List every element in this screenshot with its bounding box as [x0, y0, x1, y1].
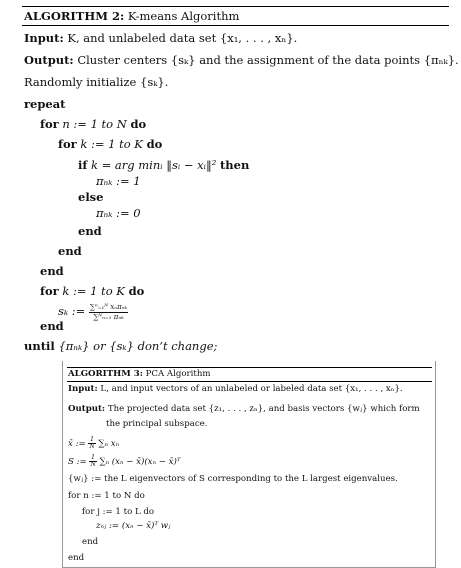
- pca-output-line: [68, 404, 420, 415]
- if-keyword: if: [78, 158, 88, 172]
- for-keyword: for: [40, 284, 59, 298]
- for-n-condition: n := 1 to N: [62, 117, 127, 131]
- mean-rhs: ∑ₙ xₙ: [98, 439, 120, 449]
- update-numerator: ∑ⁿ₌₁ᴺ xₙπₙₖ: [89, 302, 128, 311]
- output-text: Cluster centers {sₖ} and the assignment of the data points {πₙₖ}.: [77, 53, 459, 67]
- cov-lhs: S :=: [68, 457, 87, 467]
- assign-zero-line: πₙₖ := 0: [96, 206, 141, 220]
- covariance-line: [68, 455, 181, 469]
- for-k-condition: k := 1 to K: [62, 284, 125, 298]
- end-for-n: end: [40, 264, 64, 278]
- pca-input-text: L, and input vectors of an unlabeled or labeled data set {x₁, . . . , xₙ}.: [100, 384, 403, 394]
- update-center-line: [58, 299, 128, 323]
- input-line: [24, 31, 297, 45]
- if-condition: k = arg minᵢ ‖sᵢ − xᵢ‖²: [90, 158, 217, 172]
- pca-output-label: Output:: [68, 404, 106, 414]
- algorithm-3-label: ALGORITHM 3:: [68, 369, 143, 379]
- end-for-k: end: [58, 244, 82, 258]
- repeat-keyword: repeat: [24, 97, 66, 111]
- output-line: [24, 53, 459, 67]
- end-for-update: end: [40, 319, 64, 333]
- algorithm-2-name: K-means Algorithm: [127, 9, 240, 23]
- output-label: Output:: [24, 53, 74, 67]
- pca-for-n-line: for n := 1 to N do: [68, 491, 145, 501]
- else-keyword: else: [78, 190, 104, 204]
- for-k-update-line: [40, 284, 144, 298]
- pca-for-j-line: for j := 1 to L do: [82, 507, 155, 517]
- mean-lhs: x̄ :=: [68, 439, 86, 449]
- cov-frac-den: N: [90, 461, 96, 468]
- for-keyword: for: [40, 117, 59, 131]
- for-k-condition: k := 1 to K: [80, 137, 143, 151]
- do-keyword: do: [130, 117, 147, 131]
- pca-end-for-n: end: [68, 553, 85, 563]
- algorithm-2-label: ALGORITHM 2:: [24, 9, 125, 23]
- for-n-line: [40, 117, 146, 131]
- cov-rhs: ∑ₙ (xₙ − x̄)(xₙ − x̄)ᵀ: [99, 457, 181, 467]
- init-line: Randomly initialize {sₖ}.: [24, 75, 169, 89]
- projection-line: zₙⱼ := (xₙ − x̄)ᵀ wⱼ: [96, 521, 171, 531]
- assign-one-line: πₙₖ := 1: [96, 174, 141, 188]
- until-keyword: until: [24, 339, 55, 353]
- algorithm-2-header: [22, 6, 449, 26]
- then-keyword: then: [219, 158, 250, 172]
- pca-input-label: Input:: [68, 384, 98, 394]
- pca-output-text-1: The projected data set {z₁, . . . , zₙ}, and basis vectors {wⱼ} which form: [107, 404, 420, 414]
- pca-input-line: [68, 384, 403, 395]
- for-k-line: [58, 137, 162, 151]
- algorithm-2-kmeans: [22, 6, 459, 353]
- input-text: K, and unlabeled data set {x₁, . . . , xₙ}.: [67, 31, 298, 45]
- do-keyword: do: [146, 137, 163, 151]
- mean-fraction: [88, 437, 95, 450]
- input-label: Input:: [24, 31, 64, 45]
- mean-frac-den: N: [89, 443, 95, 450]
- eigen-line: {wⱼ} := the L eigenvectors of S corresponding to the L largest eigenvalues.: [68, 474, 398, 484]
- do-keyword: do: [128, 284, 145, 298]
- until-condition: {πₙₖ} or {sₖ} don’t change;: [58, 339, 218, 353]
- for-keyword: for: [58, 137, 77, 151]
- update-denominator: ∑ᴺₙ₌₁ πₙₖ: [93, 312, 124, 321]
- until-line: [24, 339, 217, 353]
- algorithm-3-pca: [62, 361, 436, 568]
- cov-frac-num: 1: [91, 454, 95, 461]
- algorithm-3-name: PCA Algorithm: [145, 369, 211, 379]
- algorithm-3-header: [67, 367, 432, 382]
- update-fraction: [89, 304, 128, 321]
- cov-fraction: [89, 455, 96, 468]
- end-if: end: [78, 224, 102, 238]
- pca-end-for-j: end: [82, 537, 99, 547]
- update-lhs: sₖ :=: [58, 304, 86, 318]
- pca-output-text-2: the principal subspace.: [106, 419, 208, 429]
- mean-line: [68, 437, 119, 451]
- mean-frac-num: 1: [90, 436, 94, 443]
- if-line: [78, 158, 249, 172]
